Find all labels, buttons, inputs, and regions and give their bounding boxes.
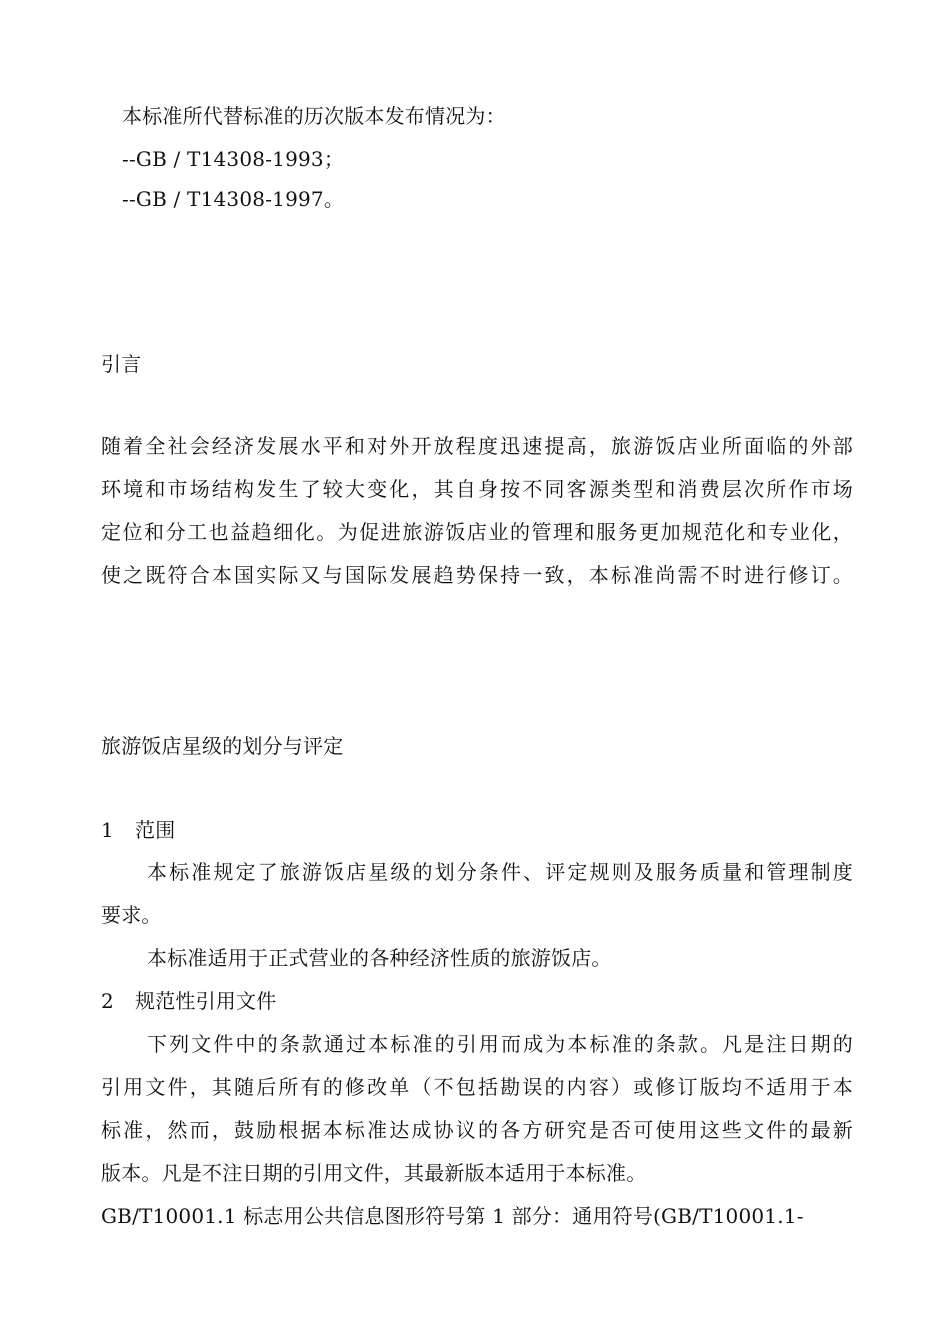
foreword-line: 使之既符合本国实际又与国际发展趋势保持一致，本标准尚需不时进行修订。	[101, 563, 853, 587]
foreword-line: 环境和市场结构发生了较大变化，其自身按不同客源类型和消费层次所作市场	[101, 477, 853, 501]
paragraph-line: 下列文件中的条款通过本标准的引用而成为本标准的条款。凡是注日期的	[147, 1032, 853, 1056]
document-title: 旅游饭店星级的划分与评定	[101, 734, 344, 758]
section-number: 1	[101, 818, 114, 842]
paragraph-line: 版本。凡是不注日期的引用文件，其最新版本适用于本标准。	[101, 1161, 647, 1185]
foreword-line: 定位和分工也益趋细化。为促进旅游饭店业的管理和服务更加规范化和专业化，	[101, 520, 853, 544]
paragraph-line: 要求。	[101, 903, 162, 927]
paragraph-line: 本标准规定了旅游饭店星级的划分条件、评定规则及服务质量和管理制度	[147, 860, 853, 884]
foreword-heading: 引言	[101, 352, 142, 376]
section-heading	[101, 989, 276, 1013]
section-title: 规范性引用文件	[135, 989, 277, 1013]
history-intro: 本标准所代替标准的历次版本发布情况为：	[122, 104, 506, 128]
paragraph-line: 本标准适用于正式营业的各种经济性质的旅游饭店。	[147, 946, 612, 970]
paragraph-line: 引用文件，其随后所有的修改单（不包括勘误的内容）或修订版均不适用于本	[101, 1075, 853, 1099]
section-title: 范围	[135, 818, 176, 842]
section-heading	[101, 818, 175, 842]
reference-entry: GB/T10001.1 标志用公共信息图形符号第 1 部分：通用符号(GB/T10001.1-	[101, 1204, 804, 1228]
foreword-line: 随着全社会经济发展水平和对外开放程度迅速提高，旅游饭店业所面临的外部	[101, 434, 853, 458]
history-version: --GB / T14308-1993；	[122, 147, 345, 171]
history-version: --GB / T14308-1997。	[122, 187, 345, 211]
section-number: 2	[101, 989, 114, 1013]
paragraph-line: 标准，然而，鼓励根据本标准达成协议的各方研究是否可使用这些文件的最新	[101, 1118, 853, 1142]
